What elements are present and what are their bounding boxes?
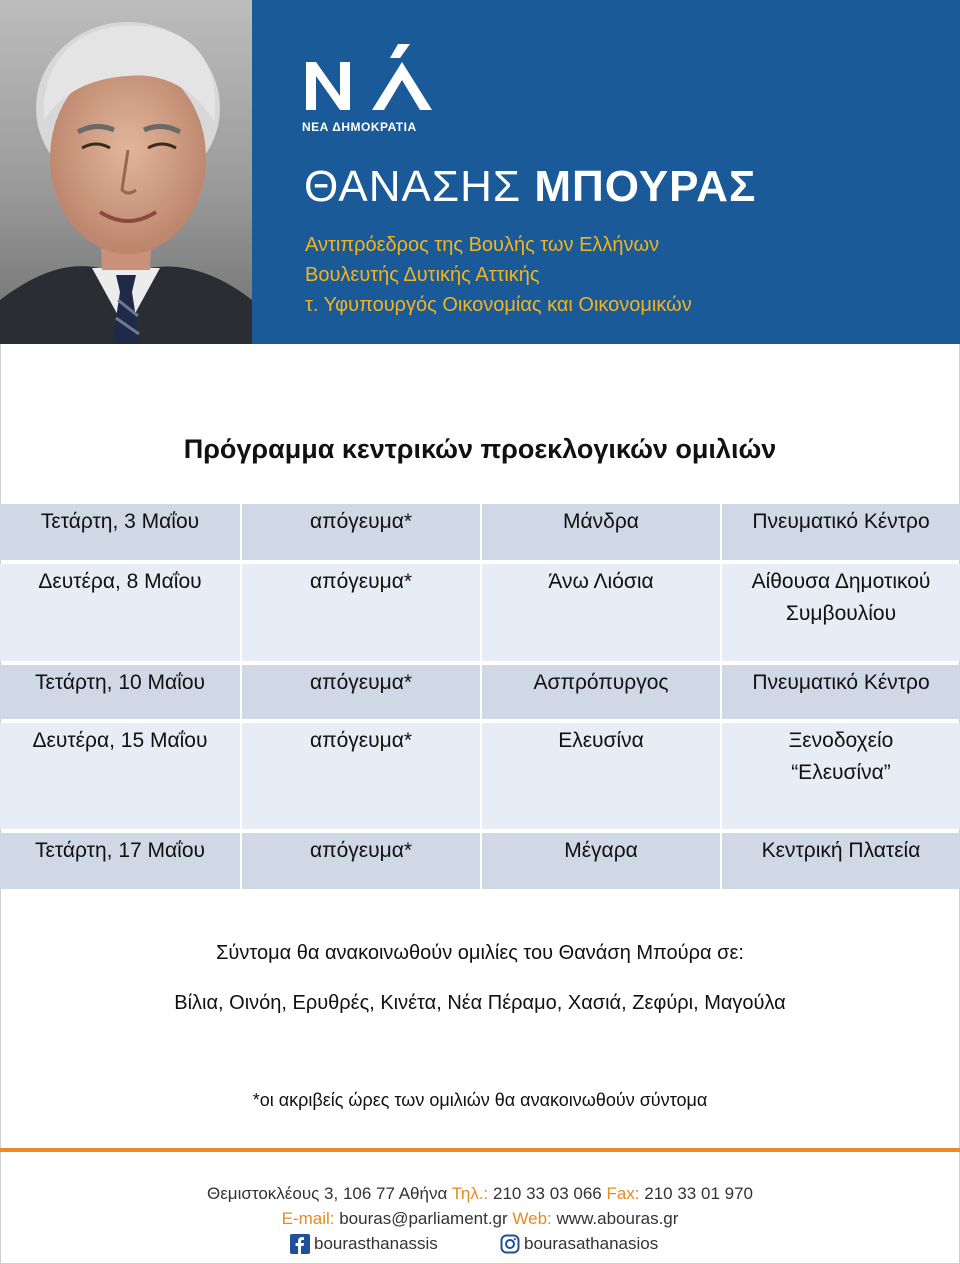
instagram-icon: [500, 1234, 520, 1254]
schedule-title: Πρόγραμμα κεντρικών προεκλογικών ομιλιών: [183, 434, 777, 464]
venue-line: Πνευματικό Κέντρο: [752, 510, 930, 533]
place-cell: Ελευσίνα: [480, 723, 720, 829]
instagram-handle-text: bourasathanasios: [524, 1234, 659, 1253]
candidate-name: [304, 162, 756, 212]
web-link[interactable]: www.abouras.gr: [556, 1209, 679, 1228]
facebook-handle-text: bourasthanassis: [314, 1234, 438, 1253]
date-cell: Τετάρτη, 10 Μαΐου: [0, 665, 240, 719]
venue-line: Πνευματικό Κέντρο: [752, 671, 930, 694]
time-cell: απόγευμα*: [240, 833, 480, 889]
announcement-line: Σύντομα θα ανακοινωθούν ομιλίες του Θανάση Μπούρα σε:: [216, 942, 744, 964]
candidate-titles: [305, 230, 692, 320]
candidate-portrait: [0, 0, 252, 344]
place-cell: Άνω Λιόσια: [480, 564, 720, 661]
header-banner: [0, 0, 960, 344]
announcement-places: Βίλια, Οινόη, Ερυθρές, Κινέτα, Νέα Πέραμο, Χασιά, Ζεφύρι, Μαγούλα: [174, 992, 786, 1014]
phone-number: 210 33 03 066: [493, 1184, 602, 1203]
orange-divider: [0, 1148, 960, 1152]
table-row: [0, 723, 960, 829]
address: Θεμιστοκλέους 3, 106 77 Αθήνα: [207, 1184, 448, 1203]
instagram-handle[interactable]: [500, 1234, 658, 1254]
candidate-first-name: ΘΑΝΑΣΗΣ: [304, 162, 522, 211]
email-label: E-mail:: [281, 1209, 335, 1228]
footnote: *οι ακριβείς ώρες των ομιλιών θα ανακοινωθούν σύντομα: [252, 1090, 708, 1110]
title-line: Βουλευτής Δυτικής Αττικής: [305, 264, 540, 286]
schedule-table: [0, 504, 960, 889]
footer-contact-line: [0, 1209, 960, 1229]
phone-label: Τηλ.:: [451, 1184, 489, 1203]
venue-cell: [720, 833, 960, 889]
candidate-last-name: ΜΠΟΥΡΑΣ: [534, 162, 757, 211]
party-name: ΝΕΑ ΔΗΜΟΚΡΑΤΙΑ: [302, 120, 417, 134]
time-cell: απόγευμα*: [240, 504, 480, 560]
date-cell: Δευτέρα, 15 Μαΐου: [0, 723, 240, 829]
date-cell: Τετάρτη, 17 Μαΐου: [0, 833, 240, 889]
table-row: [0, 665, 960, 719]
venue-line: “Ελευσίνα”: [791, 761, 891, 784]
table-row: [0, 564, 960, 661]
fax-number: 210 33 01 970: [644, 1184, 753, 1203]
place-cell: Μάνδρα: [480, 504, 720, 560]
venue-line: Συμβουλίου: [785, 602, 897, 625]
venue-cell: [720, 665, 960, 719]
time-cell: απόγευμα*: [240, 723, 480, 829]
time-cell: απόγευμα*: [240, 665, 480, 719]
venue-cell: [720, 723, 960, 829]
date-cell: Τετάρτη, 3 Μαΐου: [0, 504, 240, 560]
time-cell: απόγευμα*: [240, 564, 480, 661]
fax-label: Fax:: [606, 1184, 640, 1203]
venue-cell: [720, 504, 960, 560]
venue-line: Αίθουσα Δημοτικού: [751, 570, 931, 593]
title-line: τ. Υφυπουργός Οικονομίας και Οικονομικών: [305, 294, 692, 316]
place-cell: Μέγαρα: [480, 833, 720, 889]
place-cell: Ασπρόπυργος: [480, 665, 720, 719]
date-cell: Δευτέρα, 8 Μαΐου: [0, 564, 240, 661]
venue-line: Κεντρική Πλατεία: [761, 839, 921, 862]
footer-address-line: [0, 1184, 960, 1204]
table-row: [0, 833, 960, 889]
facebook-icon: [290, 1234, 310, 1254]
web-label: Web:: [512, 1209, 552, 1228]
venue-line: Ξενοδοχείο: [788, 729, 894, 752]
table-row: [0, 504, 960, 560]
title-line: Αντιπρόεδρος της Βουλής των Ελλήνων: [305, 234, 660, 256]
venue-cell: [720, 564, 960, 661]
email-link[interactable]: bouras@parliament.gr: [339, 1209, 508, 1228]
facebook-handle[interactable]: [290, 1234, 438, 1254]
